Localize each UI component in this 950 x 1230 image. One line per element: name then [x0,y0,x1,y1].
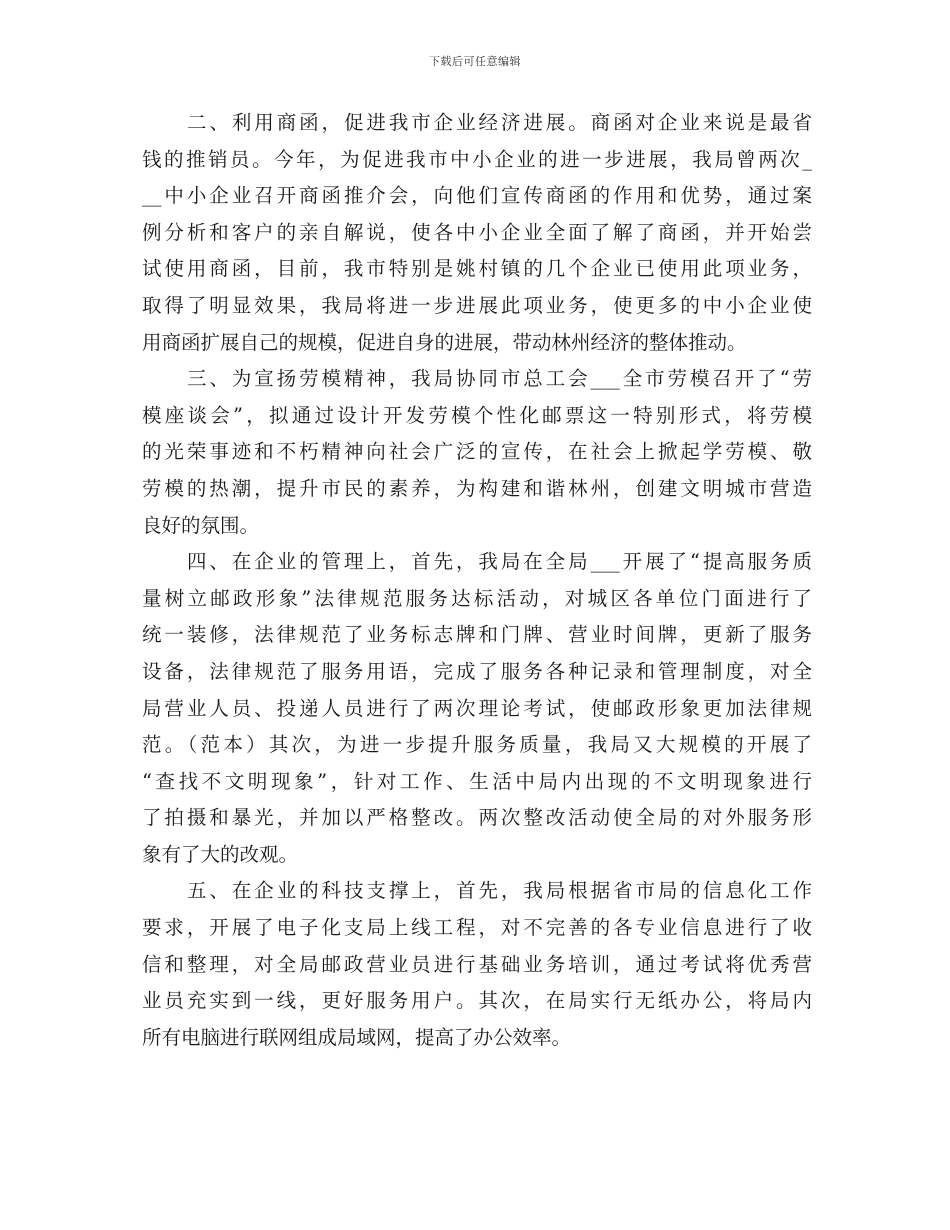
document-body [142,105,812,1056]
text-line: 五、在企业的科技支撑上，首先，我局根据省市局的信息化工作 [187,879,812,903]
text-line: 量树立邮政形象”法律规范服务达标活动，对城区各单位门面进行了 [142,586,812,610]
text-line: 了拍摄和暴光，并加以严格整改。两次整改活动使全局的对外服务形 [142,806,812,830]
paragraph-3 [142,361,812,544]
text-line: 取得了明显效果，我局将进一步进展此项业务，使更多的中小企业使 [142,293,812,317]
text-line: 要求，开展了电子化支局上线工程，对不完善的各专业信息进行了收 [142,916,812,940]
paragraph-2 [142,105,812,361]
text-line: 二、利用商函，促进我市企业经济进展。商函对企业来说是最省 [187,111,812,134]
text-line: 所有电脑进行联网组成局域网，提高了办公效率。 [142,1025,572,1049]
paragraph-5 [142,873,812,1056]
text-line: 用商函扩展自己的规模，促进自身的进展，带动林州经济的整体推动。 [142,330,747,354]
text-line: 三、为宣扬劳模精神，我局协同市总工会___全市劳模召开了“劳 [187,367,812,391]
page-header: 下载后可任意编辑 [429,55,521,68]
text-line: 统一装修，法律规范了业务标志牌和门牌、营业时间牌，更新了服务 [142,623,812,647]
text-line: 劳模的热潮，提升市民的素养，为构建和谐林州，创建文明城市营造 [142,476,812,500]
text-line: 范。（范本）其次，为进一步提升服务质量，我局又大规模的开展了 [142,733,812,757]
text-line: 业员充实到一线，更好服务用户。其次，在局实行无纸办公，将局内 [142,989,812,1013]
text-line: 的光荣事迹和不朽精神向社会广泛的宣传，在社会上掀起学劳模、敬 [142,440,812,464]
text-line: 良好的氛围。 [142,513,260,537]
text-line: __中小企业召开商函推介会，向他们宣传商函的作用和优势，通过案 [142,184,812,208]
text-line: 设备，法律规范了服务用语，完成了服务各种记录和管理制度，对全 [142,659,812,683]
text-line: 象有了大的改观。 [142,842,299,866]
text-line: 局营业人员、投递人员进行了两次理论考试，使邮政形象更加法律规 [142,696,812,720]
text-line: 钱的推销员。今年，为促进我市中小企业的进一步进展，我局曾两次_ [142,147,812,171]
text-line: “查找不文明现象”，针对工作、生活中局内出现的不文明现象进行 [142,769,812,793]
paragraph-4 [142,544,812,873]
text-line: 四、在企业的管理上，首先，我局在全局___开展了“提高服务质 [187,550,812,574]
text-line: 信和整理，对全局邮政营业员进行基础业务培训，通过考试将优秀营 [142,952,812,976]
text-line: 模座谈会”，拟通过设计开发劳模个性化邮票这一特别形式，将劳模 [142,403,812,427]
text-line: 例分析和客户的亲自解说，使各中小企业全面了解了商函，并开始尝 [142,220,812,244]
text-line: 试使用商函，目前，我市特别是姚村镇的几个企业已使用此项业务， [142,257,812,281]
